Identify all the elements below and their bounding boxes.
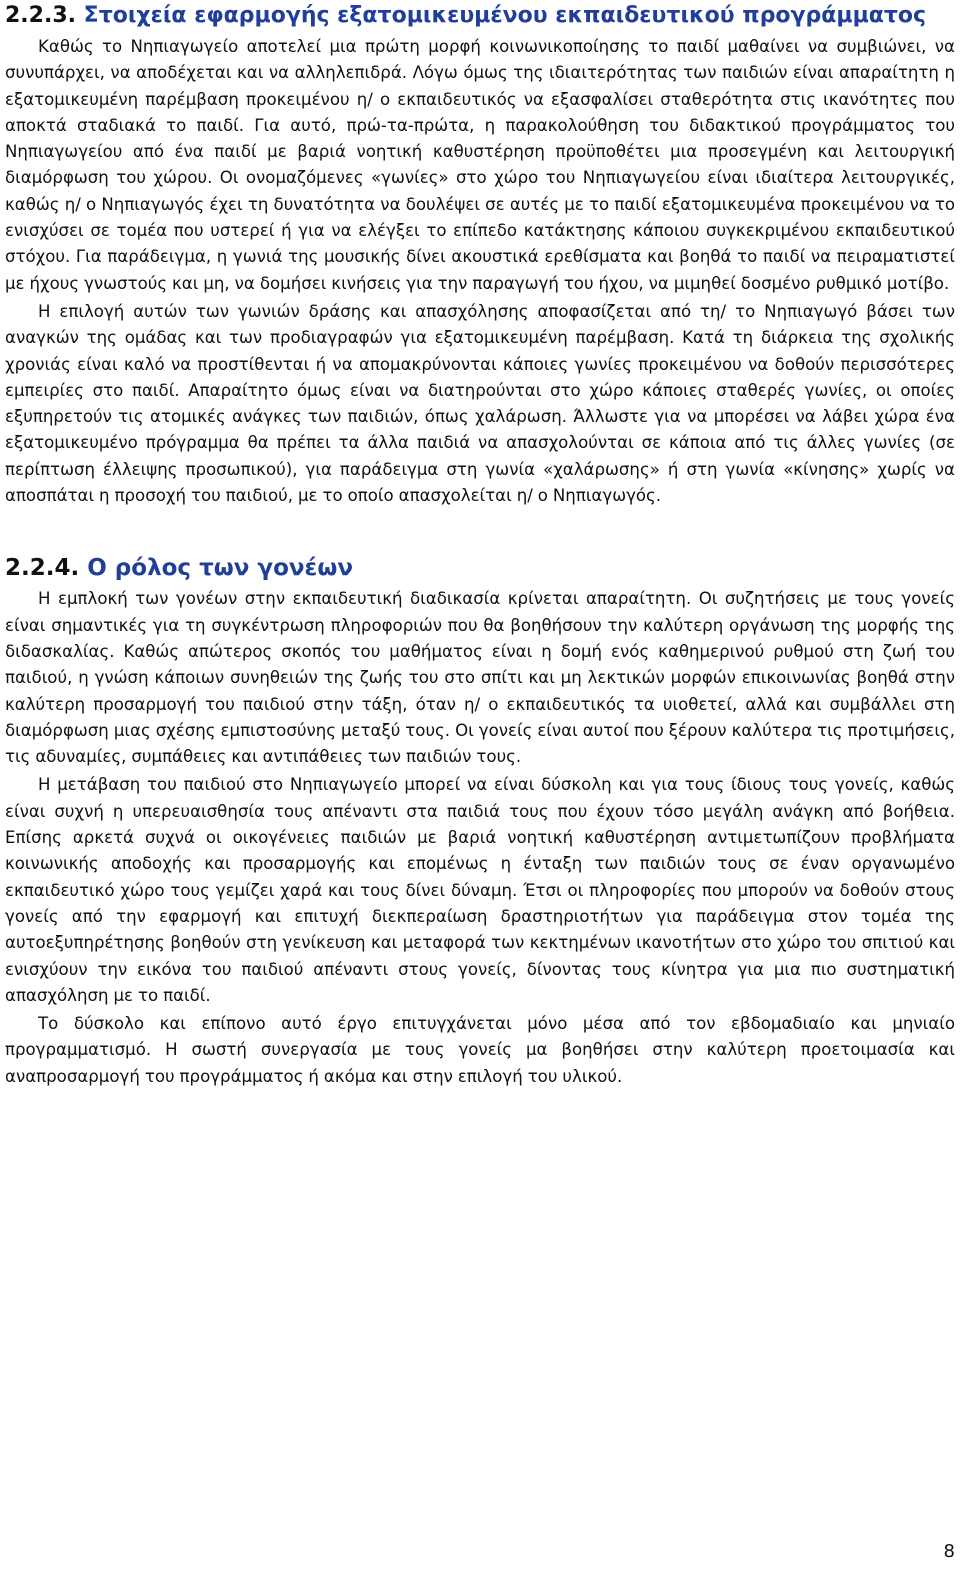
document-page: [5, 2, 955, 1090]
section-number: 2.2.3.: [5, 3, 76, 28]
page-number: 8: [943, 1541, 955, 1562]
section-number: 2.2.4.: [5, 555, 80, 582]
section-title: Ο ρόλος των γονέων: [87, 555, 354, 582]
section-heading-2-2-3: [5, 2, 955, 30]
body-paragraph: Καθώς το Νηπιαγωγείο αποτελεί μια πρώτη μορφή κοινωνικοποίησης το παιδί μαθαίνει να συμβιώνει, να συνυπάρχει, να αποδέχεται και να αλληλεπιδρά. Λόγω όμως της ιδιαιτερότητας των παιδιών είναι απαραίτητη η εξατομικευμένη παρέμβαση προκειμένου η/ ο εκπαιδευτικός να εξασφαλίσει σταθερότητα στις ικανότητες που αποκτά σταδιακά το παιδί. Για αυτό, πρώ-τα-πρώτα, η παρακολούθηση του διδακτικού προγράμματος του Νηπιαγωγείου από ένα παιδί με βαριά νοητική καθυστέρηση προϋποθέτει μια προσεγμένη και λειτουργική διαμόρφωση του χώρου. Οι ονομαζόμενες «γωνίες» στο χώρο του Νηπιαγωγείου είναι ιδιαίτερα λειτουργικές, καθώς η/ ο Νηπιαγωγός έχει τη δυνατότητα να δουλέψει σε αυτές με το παιδί εξατομικευμένα προκειμένου να το ενισχύσει σε τομέα που υστερεί ή για να ελέγξει το επίπεδο κατάκτησης κάποιου συγκεκριμένου εκπαιδευτικού στόχου. Για παράδειγμα, η γωνιά της μουσικής δίνει ακουστικά ερεθίσματα και βοηθά το παιδί να πειραματιστεί με ήχους γνωστούς και μη, να δομήσει κινήσεις για την παραγωγή του ήχου, να μιμηθεί δοσμένο ρυθμικό μοτίβο.: [5, 37, 955, 293]
body-paragraph: Το δύσκολο και επίπονο αυτό έργο επιτυγχάνεται μόνο μέσα από τον εβδομαδιαίο και μηνιαίο προγραμματισμό. Η σωστή συνεργασία με τους γονείς μα βοηθήσει στην καλύτερη προετοιμασία και αναπροσαρμογή του προγράμματος ή ακόμα και στην επιλογή του υλικού.: [5, 1014, 955, 1086]
body-paragraph: Η επιλογή αυτών των γωνιών δράσης και απασχόλησης αποφασίζεται από τη/ το Νηπιαγωγό βάσει των αναγκών της ομάδας και των προδιαγραφών για εξατομικευμένη παρέμβαση. Κατά τη διάρκεια της σχολικής χρονιάς είναι καλό να προστίθενται ή να απομακρύνονται κάποιες γωνίες προκειμένου να δοθούν περισσότερες εμπειρίες στο παιδί. Απαραίτητο όμως είναι να διατηρούνται στο χώρο κάποιες σταθερές γωνίες, οι οποίες εξυπηρετούν τις ατομικές ανάγκες των παιδιών, όπως χαλάρωση. Άλλωστε για να μπορέσει να λάβει χώρα ένα εξατομικευμένο πρόγραμμα θα πρέπει τα άλλα παιδιά να απασχολούνται σε κάποια από τις άλλες γωνίες (σε περίπτωση έλλειψης προσωπικού), για παράδειγμα στη γωνία «χαλάρωσης» ή στη γωνία «κίνησης» χωρίς να αποσπάται η προσοχή του παιδιού, με το οποίο απασχολείται η/ ο Νηπιαγωγός.: [5, 301, 955, 506]
section-heading-2-2-4: [5, 554, 955, 582]
section-title: Στοιχεία εφαρμογής εξατομικευμένου εκπαιδευτικού προγράμματος: [83, 3, 927, 28]
body-paragraph: Η μετάβαση του παιδιού στο Νηπιαγωγείο μπορεί να είναι δύσκολη και για τους ίδιους τους γονείς, καθώς είναι συχνή η υπερευαισθησία τους απέναντι στα παιδιά τους που έχουν τόσο μεγάλη ανάγκη από βοήθεια. Επίσης αρκετά συχνά οι οικογένειες παιδιών με βαριά νοητική καθυστέρηση αντιμετωπίζουν προβλήματα κοινωνικής αποδοχής και προσαρμογής και επομένως η ένταξη των παιδιών τους σε έναν οργανωμένο εκπαιδευτικό χώρο τους γεμίζει χαρά και τους δίνει δύναμη. Έτσι οι πληροφορίες που μπορούν να δοθούν στους γονείς από την εφαρμογή και επιτυχή διεκπεραίωση δραστηριοτήτων για παράδειγμα στον τομέα της αυτοεξυπηρέτησης βοηθούν στη γενίκευση και μεταφορά των κεκτημένων ικανοτήτων στο χώρο του σπιτιού και ενισχύουν την εικόνα του παιδιού απέναντι στους γονείς, δίνοντας τους κίνητρα για μια πιο συστηματική απασχόληση με το παιδί.: [5, 775, 955, 1005]
body-paragraph: Η εμπλοκή των γονέων στην εκπαιδευτική διαδικασία κρίνεται απαραίτητη. Οι συζητήσεις με τους γονείς είναι σημαντικές για τη συγκέντρωση πληροφοριών που θα βοηθήσουν την καλύτερη οργάνωση της μορφής της διδασκαλίας. Καθώς απώτερος σκοπός του μαθήματος είναι η δομή ενός καθημερινού ρυθμού στη ζωή του παιδιού, η γνώση κάποιων συνηθειών της ζωής του στο σπίτι και μη λεκτικών μορφών επικοινωνίας βοηθά στην καλύτερη προσαρμογή του παιδιού στην τάξη, όταν η/ ο εκπαιδευτικός τα υιοθετεί, αλλά και συμβάλλει στη διαμόρφωση μιας σχέσης εμπιστοσύνης μεταξύ τους. Οι γονείς είναι αυτοί που ξέρουν καλύτερα τις προτιμήσεις, τις αδυναμίες, συμπάθειες και αντιπάθειες των παιδιών τους.: [5, 589, 955, 767]
